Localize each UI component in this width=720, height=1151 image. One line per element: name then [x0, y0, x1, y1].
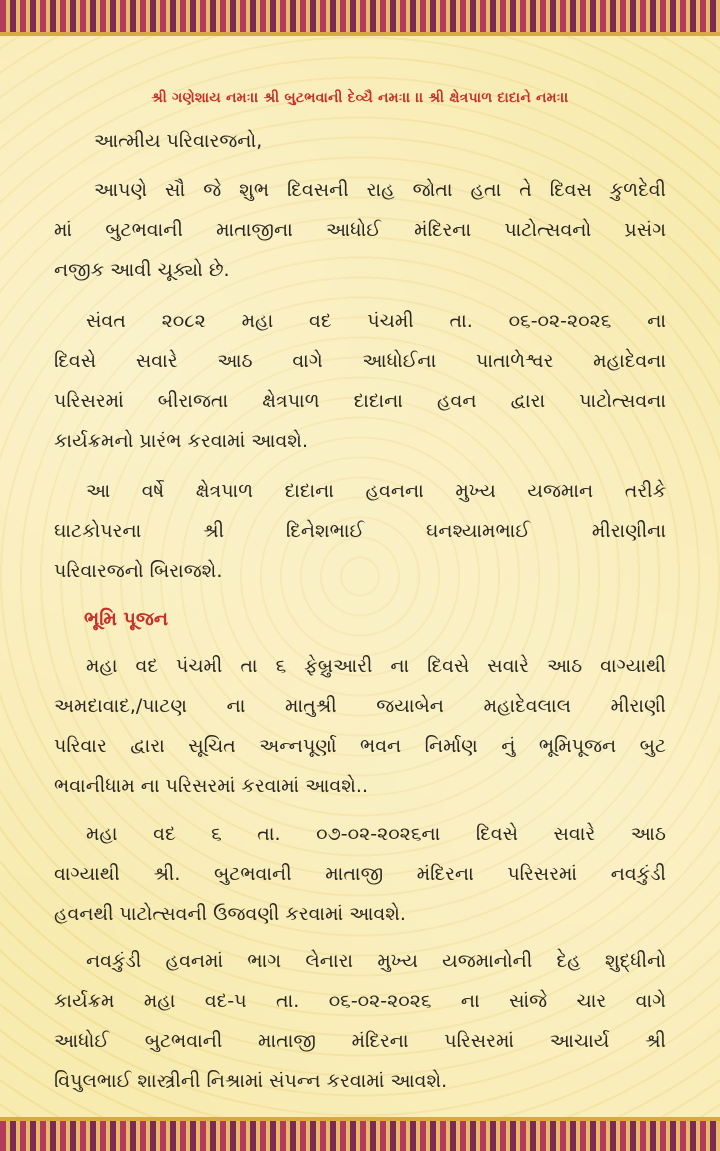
paragraph-3-line-3: પરિવારજનો બિરાજશે. [54, 560, 223, 582]
section-paragraph-1-line-1: મહા વદ પંચમી તા ૬ ફેબ્રુઆરી ના દિવસે સવારે આઠ વાગ્યાથી [86, 655, 666, 677]
invitation-content [0, 36, 720, 1117]
section-paragraph-1-line-4: ભવાનીધામ ના પરિસરમાં કરવામાં આવશે.. [54, 775, 368, 797]
decorative-top-border [0, 0, 720, 36]
section-paragraph-2-line-2: વાગ્યાથી શ્રી. બુટભવાની માતાજી મંદિરના પરિસરમાં નવકુંડી [54, 863, 666, 885]
section-paragraph-3-line-2: કાર્યક્રમ મહા વદ-૫ તા. ૦૬-૦૨-૨૦૨૬ ના સાંજે ચાર વાગે [54, 990, 666, 1012]
paragraph-2-line-2: દિવસે સવારે આઠ વાગે આધોઈના પાતાળેશ્વર મહાદેવના [54, 350, 666, 372]
invitation-page [0, 36, 720, 1117]
section-paragraph-1-line-3: પરિવાર દ્વારા સૂચિત અન્નપૂર્ણા ભવન નિર્માણ નું ભૂમિપૂજન બુટ [54, 735, 666, 757]
section-paragraph-2-line-1: મહા વદ ૬ તા. ૦૭-૦૨-૨૦૨૬ના દિવસે સવારે આઠ [86, 823, 666, 845]
paragraph-3-line-1: આ વર્ષે ક્ષેત્રપાળ દાદાના હવનના મુખ્ય યજમાન તરીકે [86, 480, 666, 502]
paragraph-2-line-3: પરિસરમાં બીરાજતા ક્ષેત્રપાળ દાદાના હવન દ્વારા પાટોત્સવના [54, 390, 666, 412]
section-paragraph-3-line-3: આધોઈ બુટભવાની માતાજી મંદિરના પરિસરમાં આચાર્ય શ્રી [54, 1030, 666, 1052]
greeting: આત્મીય પરિવારજનો, [94, 130, 263, 152]
section-heading: ભૂમિ પૂજન [84, 608, 168, 630]
paragraph-1-line-1: આપણે સૌ જે શુભ દિવસની રાહ જોતા હતા તે દિવસ કુળદેવી [94, 179, 666, 201]
paragraph-2-line-1: સંવત ૨૦૮૨ મહા વદ પંચમી તા. ૦૬-૦૨-૨૦૨૬ ના [86, 310, 666, 332]
section-paragraph-2-line-3: હવનથી પાટોત્સવની ઉજવણી કરવામાં આવશે. [54, 903, 406, 925]
section-paragraph-3-line-4: વિપુલભાઈ શાસ્ત્રીની નિશ્રામાં સંપન્ન કરવામાં આવશે. [54, 1070, 448, 1092]
decorative-bottom-border [0, 1117, 720, 1151]
paragraph-1-line-2: માં બુટભવાની માતાજીના આધોઈ મંદિરના પાટોત્સવનો પ્રસંગ [54, 219, 666, 241]
paragraph-1-line-3: નજીક આવી ચૂક્યો છે. [54, 259, 230, 281]
section-paragraph-1-line-2: અમદાવાદ,/પાટણ ના માતુશ્રી જયાબેન મહાદેવલાલ મીરાણી [54, 695, 666, 717]
section-paragraph-3-line-1: નવકુંડી હવનમાં ભાગ લેનારા મુખ્ય યજમાનોની દેહ શુદ્ધીનો [86, 950, 666, 972]
paragraph-3-line-2: ઘાટકોપરના શ્રી દિનેશભાઈ ઘનશ્યામભાઈ મીરાણીના [54, 520, 666, 542]
paragraph-2-line-4: કાર્યક્રમનો પ્રારંભ કરવામાં આવશે. [54, 430, 308, 452]
invocation-line: શ્રી ગણેશાય નમઃ।। શ્રી બુટભવાની દેવ્યૈ નમઃ।। ।। શ્રી ક્ષેત્રપાળ દાદાને નમઃ।। [151, 90, 569, 106]
